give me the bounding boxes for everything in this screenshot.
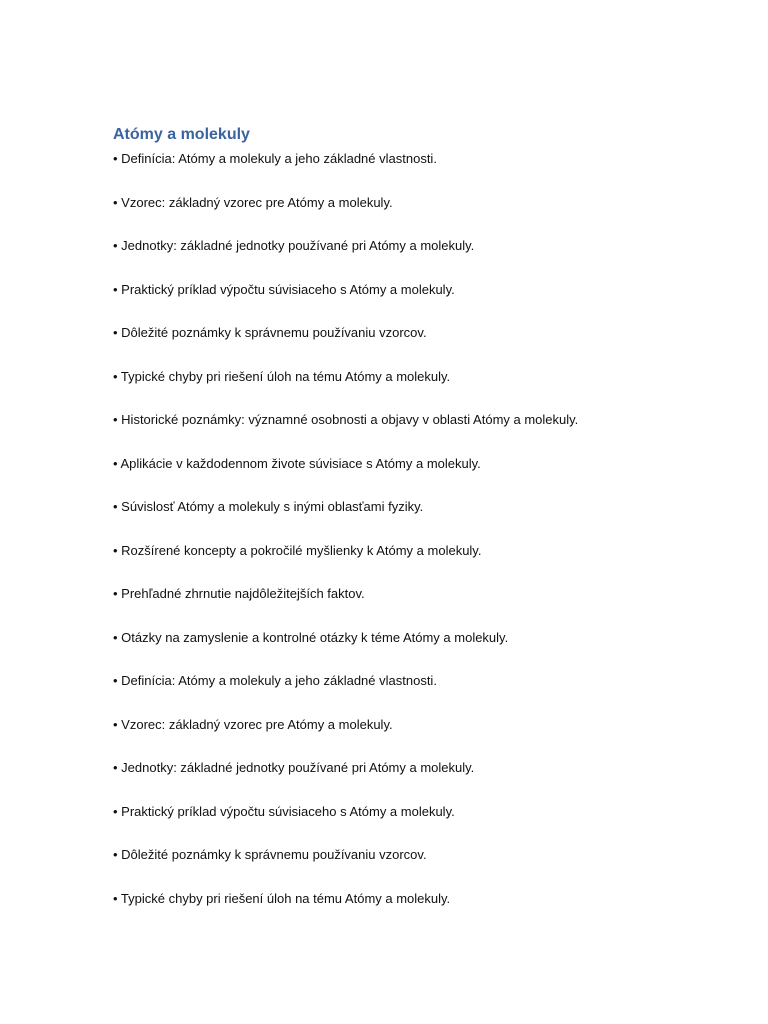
list-item: • Dôležité poznámky k správnemu používaniu vzorcov. bbox=[113, 847, 427, 862]
list-item: • Otázky na zamyslenie a kontrolné otázky k téme Atómy a molekuly. bbox=[113, 629, 509, 645]
list-item: • Aplikácie v každodennom živote súvisiace s Atómy a molekuly. bbox=[113, 455, 481, 471]
list-item: • Vzorec: základný vzorec pre Atómy a molekuly. bbox=[113, 194, 393, 210]
list-item: • Jednotky: základné jednotky používané pri Atómy a molekuly. bbox=[113, 760, 475, 775]
document-heading: Atómy a molekuly bbox=[113, 126, 250, 143]
list-item: • Vzorec: základný vzorec pre Atómy a molekuly. bbox=[113, 716, 393, 732]
bullet-list bbox=[113, 149, 578, 932]
list-item: • Definícia: Atómy a molekuly a jeho základné vlastnosti. bbox=[113, 151, 437, 166]
list-item: • Praktický príklad výpočtu súvisiaceho s Atómy a molekuly. bbox=[113, 281, 455, 297]
list-item: • Typické chyby pri riešení úloh na tému Atómy a molekuly. bbox=[113, 368, 451, 384]
list-item: • Praktický príklad výpočtu súvisiaceho s Atómy a molekuly. bbox=[113, 803, 455, 819]
list-item: • Typické chyby pri riešení úloh na tému Atómy a molekuly. bbox=[113, 890, 451, 906]
list-item: • Dôležité poznámky k správnemu používaniu vzorcov. bbox=[113, 325, 427, 340]
list-item: • Definícia: Atómy a molekuly a jeho základné vlastnosti. bbox=[113, 673, 437, 688]
list-item: • Rozšírené koncepty a pokročilé myšlienky k Atómy a molekuly. bbox=[113, 542, 482, 558]
list-item: • Súvislosť Atómy a molekuly s inými oblasťami fyziky. bbox=[113, 499, 424, 514]
list-item: • Prehľadné zhrnutie najdôležitejších faktov. bbox=[113, 586, 365, 601]
list-item: • Jednotky: základné jednotky používané pri Atómy a molekuly. bbox=[113, 238, 475, 253]
list-item: • Historické poznámky: významné osobnosti a objavy v oblasti Atómy a molekuly. bbox=[113, 412, 579, 427]
